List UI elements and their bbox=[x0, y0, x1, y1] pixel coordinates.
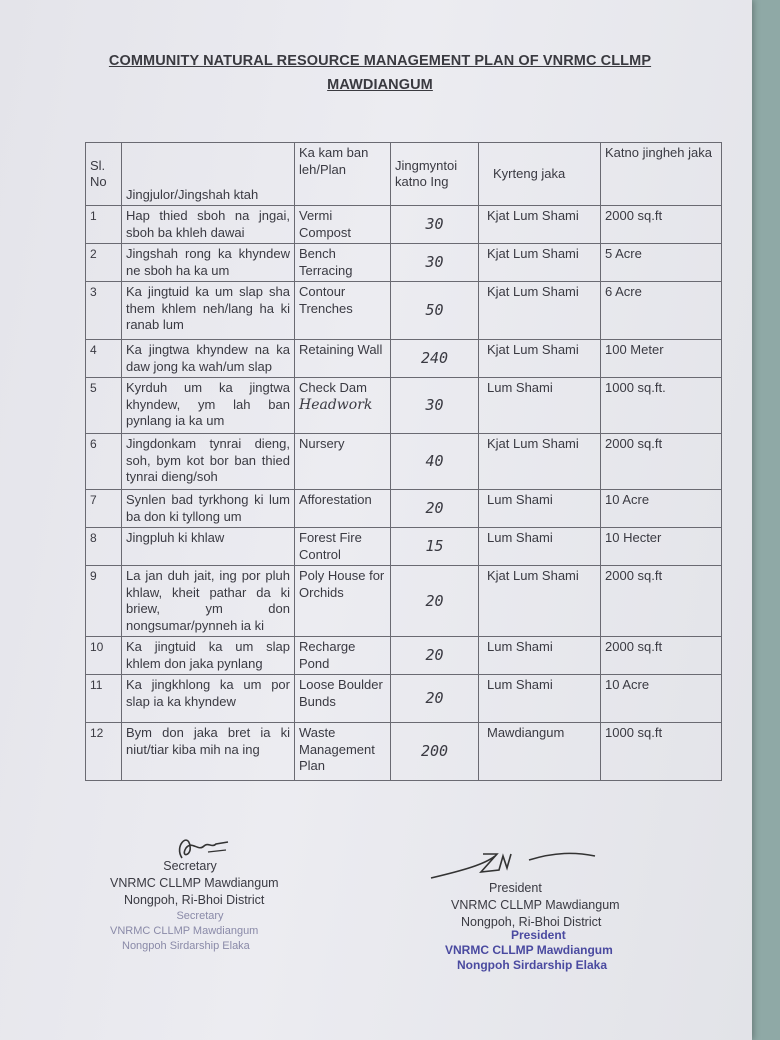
row-sl bbox=[86, 206, 122, 244]
row-area bbox=[601, 340, 722, 378]
row-plan bbox=[295, 282, 391, 340]
row-area bbox=[601, 244, 722, 282]
row-plan bbox=[295, 723, 391, 781]
row-count bbox=[391, 528, 479, 566]
row-activity bbox=[122, 434, 295, 490]
resource-plan-table bbox=[85, 142, 722, 781]
row-count bbox=[391, 490, 479, 528]
row-count-text: 50 bbox=[425, 301, 444, 320]
header-location: Kyrteng jaka bbox=[479, 143, 601, 206]
table-header-row bbox=[86, 143, 722, 206]
row-location-text: Kjat Lum Shami bbox=[487, 246, 579, 261]
row-activity bbox=[122, 637, 295, 675]
row-area-text: 6 Acre bbox=[605, 284, 642, 299]
president-stamp-org: VNRMC CLLMP Mawdiangum bbox=[445, 943, 613, 957]
row-count-text: 20 bbox=[425, 646, 444, 665]
row-sl bbox=[86, 675, 122, 723]
row-count bbox=[391, 340, 479, 378]
row-sl-text: 2 bbox=[90, 247, 97, 261]
row-location bbox=[479, 282, 601, 340]
row-count bbox=[391, 244, 479, 282]
row-count-text: 20 bbox=[425, 591, 444, 610]
secretary-stamp-place: Nongpoh Sirdarship Elaka bbox=[122, 940, 250, 952]
row-plan-text: Loose Boulder Bunds bbox=[299, 677, 383, 709]
row-area-text: 10 Acre bbox=[605, 677, 650, 692]
row-location-text: Kjat Lum Shami bbox=[487, 284, 579, 299]
row-activity-text: Kyrduh um ka jingtwa khyndew, ym lah ban pynlang ia ka um bbox=[126, 380, 290, 428]
row-area-text: 1000 sq.ft bbox=[605, 725, 663, 740]
row-location-text: Mawdiangum bbox=[487, 725, 565, 740]
row-area bbox=[601, 378, 722, 434]
president-role: President bbox=[489, 881, 542, 895]
row-activity-text: Jingdonkam tynrai dieng, soh, bym kot bor ban thied tynrai dieng/soh bbox=[126, 436, 290, 484]
row-location-text: Kjat Lum Shami bbox=[487, 208, 579, 223]
row-plan bbox=[295, 244, 391, 282]
secretary-place: Nongpoh, Ri-Bhoi District bbox=[124, 893, 265, 907]
row-activity-text: Ka jingtuid ka um slap sha them khlem neh/lang ha ki ranab lum bbox=[126, 284, 290, 332]
row-location bbox=[479, 675, 601, 723]
row-location bbox=[479, 528, 601, 566]
row-location-text: Lum Shami bbox=[487, 380, 553, 395]
row-count bbox=[391, 206, 479, 244]
row-count-text: 20 bbox=[425, 499, 444, 518]
row-plan-text: Vermi Compost bbox=[299, 208, 352, 240]
row-activity bbox=[122, 675, 295, 723]
row-plan-text: Bench Terracing bbox=[299, 246, 353, 278]
row-count-text: 40 bbox=[425, 452, 444, 471]
row-location bbox=[479, 244, 601, 282]
secretary-stamp-org: VNRMC CLLMP Mawdiangum bbox=[110, 925, 259, 937]
row-count-text: 20 bbox=[425, 689, 444, 708]
row-area bbox=[601, 206, 722, 244]
row-count bbox=[391, 378, 479, 434]
row-activity-text: Ka jingkhlong ka um por slap ia ka khyndew bbox=[126, 677, 290, 709]
row-activity-text: Synlen bad tyrkhong ki lum ba don ki tyllong um bbox=[126, 492, 290, 524]
row-area-text: 10 Hecter bbox=[605, 530, 662, 545]
row-location-text: Kjat Lum Shami bbox=[487, 568, 579, 583]
document-subtitle: MAWDIANGUM bbox=[327, 77, 433, 93]
row-area bbox=[601, 566, 722, 637]
table-row bbox=[86, 244, 722, 282]
row-sl bbox=[86, 244, 122, 282]
row-activity bbox=[122, 566, 295, 637]
table-row bbox=[86, 566, 722, 637]
row-location-text: Lum Shami bbox=[487, 677, 553, 692]
row-location-text: Lum Shami bbox=[487, 639, 553, 654]
row-plan-text: Retaining Wall bbox=[299, 342, 383, 357]
table-row bbox=[86, 282, 722, 340]
row-activity bbox=[122, 244, 295, 282]
row-sl-text: 12 bbox=[90, 726, 104, 740]
row-sl-text: 7 bbox=[90, 493, 97, 507]
secretary-org: VNRMC CLLMP Mawdiangum bbox=[110, 876, 279, 890]
row-count bbox=[391, 723, 479, 781]
row-area bbox=[601, 637, 722, 675]
table-row bbox=[86, 434, 722, 490]
row-location bbox=[479, 340, 601, 378]
row-location bbox=[479, 378, 601, 434]
row-location bbox=[479, 723, 601, 781]
row-location bbox=[479, 434, 601, 490]
row-area-text: 5 Acre bbox=[605, 246, 642, 261]
row-plan-text: Poly House for Orchids bbox=[299, 568, 385, 600]
row-activity-text: Jingshah rong ka khyndew ne sboh ha ka um bbox=[126, 246, 290, 278]
row-plan bbox=[295, 566, 391, 637]
row-plan-text: Afforestation bbox=[299, 492, 372, 507]
president-signature bbox=[425, 842, 605, 882]
table-row bbox=[86, 637, 722, 675]
header-sl: Sl. No bbox=[86, 143, 122, 206]
row-plan-text: Recharge Pond bbox=[299, 639, 356, 671]
row-activity-text: La jan duh jait, ing por pluh khlaw, kheit pathar da ki briew, ym don nongsumar/pynneh ia ki bbox=[126, 568, 290, 633]
row-sl bbox=[86, 566, 122, 637]
row-count-text: 240 bbox=[420, 349, 449, 368]
row-plan bbox=[295, 675, 391, 723]
header-activity: Jingjulor/Jingshah ktah bbox=[122, 143, 295, 206]
row-sl-text: 4 bbox=[90, 343, 97, 357]
row-area-text: 2000 sq.ft bbox=[605, 436, 663, 451]
row-activity bbox=[122, 723, 295, 781]
row-area bbox=[601, 528, 722, 566]
row-sl bbox=[86, 637, 122, 675]
row-area-text: 10 Acre bbox=[605, 492, 650, 507]
row-count-text: 30 bbox=[425, 215, 444, 234]
table-row bbox=[86, 675, 722, 723]
row-sl-text: 11 bbox=[90, 678, 103, 692]
row-count-text: 200 bbox=[420, 742, 449, 761]
row-count-text: 15 bbox=[425, 537, 444, 556]
table-row bbox=[86, 378, 722, 434]
header-count: Jingmyntoi katno Ing bbox=[391, 143, 479, 206]
row-plan-note: Headwork bbox=[299, 396, 373, 413]
document-title: COMMUNITY NATURAL RESOURCE MANAGEMENT PLAN OF VNRMC CLLMP bbox=[108, 53, 652, 69]
president-org: VNRMC CLLMP Mawdiangum bbox=[451, 898, 620, 912]
row-activity bbox=[122, 490, 295, 528]
row-plan-text: Nursery bbox=[299, 436, 345, 451]
row-activity bbox=[122, 378, 295, 434]
row-plan bbox=[295, 637, 391, 675]
row-sl bbox=[86, 528, 122, 566]
secretary-stamp-role: Secretary bbox=[176, 910, 224, 922]
row-sl-text: 1 bbox=[90, 209, 97, 223]
row-area bbox=[601, 490, 722, 528]
row-area-text: 100 Meter bbox=[605, 342, 664, 357]
row-count bbox=[391, 282, 479, 340]
row-activity bbox=[122, 528, 295, 566]
row-count bbox=[391, 566, 479, 637]
row-sl-text: 10 bbox=[90, 640, 104, 654]
row-plan bbox=[295, 378, 391, 434]
row-activity-text: Ka jingtwa khyndew na ka daw jong ka wah/um slap bbox=[126, 342, 290, 374]
row-location bbox=[479, 206, 601, 244]
table-row bbox=[86, 340, 722, 378]
secretary-role: Secretary bbox=[163, 859, 217, 873]
president-block bbox=[445, 880, 645, 973]
row-area-text: 2000 sq.ft bbox=[605, 639, 663, 654]
row-location-text: Kjat Lum Shami bbox=[487, 342, 579, 357]
row-count bbox=[391, 434, 479, 490]
president-stamp-place: Nongpoh Sirdarship Elaka bbox=[457, 958, 608, 972]
row-activity-text: Hap thied sboh na jngai, sboh ba khleh dawai bbox=[126, 208, 290, 240]
row-location bbox=[479, 490, 601, 528]
row-plan-text: Waste Management Plan bbox=[299, 725, 375, 773]
row-activity-text: Jingpluh ki khlaw bbox=[126, 530, 225, 545]
header-area: Katno jingheh jaka bbox=[601, 143, 722, 206]
row-activity bbox=[122, 206, 295, 244]
row-area bbox=[601, 723, 722, 781]
row-location-text: Lum Shami bbox=[487, 492, 553, 507]
row-activity bbox=[122, 340, 295, 378]
row-area-text: 2000 sq.ft bbox=[605, 568, 663, 583]
row-plan bbox=[295, 340, 391, 378]
row-sl-text: 9 bbox=[90, 569, 97, 583]
row-area-text: 1000 sq.ft. bbox=[605, 380, 666, 395]
row-plan-text: Contour Trenches bbox=[299, 284, 353, 316]
row-sl bbox=[86, 490, 122, 528]
row-count-text: 30 bbox=[425, 253, 444, 272]
row-sl bbox=[86, 723, 122, 781]
row-area bbox=[601, 675, 722, 723]
table-row bbox=[86, 206, 722, 244]
header-plan: Ka kam ban leh/Plan bbox=[295, 143, 391, 206]
president-stamp-role: President bbox=[511, 928, 566, 942]
row-sl-text: 6 bbox=[90, 437, 97, 451]
row-plan-text: Forest Fire Control bbox=[299, 530, 362, 562]
row-sl-text: 8 bbox=[90, 531, 97, 545]
row-sl bbox=[86, 282, 122, 340]
row-sl-text: 5 bbox=[90, 381, 97, 395]
row-area bbox=[601, 282, 722, 340]
row-sl bbox=[86, 340, 122, 378]
president-place: Nongpoh, Ri-Bhoi District bbox=[461, 915, 602, 929]
secretary-block bbox=[110, 858, 310, 954]
row-sl bbox=[86, 378, 122, 434]
table-row bbox=[86, 490, 722, 528]
row-location-text: Lum Shami bbox=[487, 530, 553, 545]
row-sl-text: 3 bbox=[90, 285, 97, 299]
table-row bbox=[86, 528, 722, 566]
table-row bbox=[86, 723, 722, 781]
row-plan-text: Check Dam bbox=[299, 380, 367, 395]
row-count bbox=[391, 675, 479, 723]
row-plan bbox=[295, 490, 391, 528]
row-location-text: Kjat Lum Shami bbox=[487, 436, 579, 451]
row-plan bbox=[295, 206, 391, 244]
row-plan bbox=[295, 434, 391, 490]
row-count-text: 30 bbox=[425, 396, 444, 415]
row-location bbox=[479, 637, 601, 675]
row-area bbox=[601, 434, 722, 490]
row-activity-text: Bym don jaka bret ia ki niut/tiar kiba mih na ing bbox=[126, 725, 290, 757]
row-activity bbox=[122, 282, 295, 340]
row-location bbox=[479, 566, 601, 637]
row-plan bbox=[295, 528, 391, 566]
row-count bbox=[391, 637, 479, 675]
row-sl bbox=[86, 434, 122, 490]
row-activity-text: Ka jingtuid ka um slap khlem don jaka pynlang bbox=[126, 639, 290, 671]
row-area-text: 2000 sq.ft bbox=[605, 208, 663, 223]
